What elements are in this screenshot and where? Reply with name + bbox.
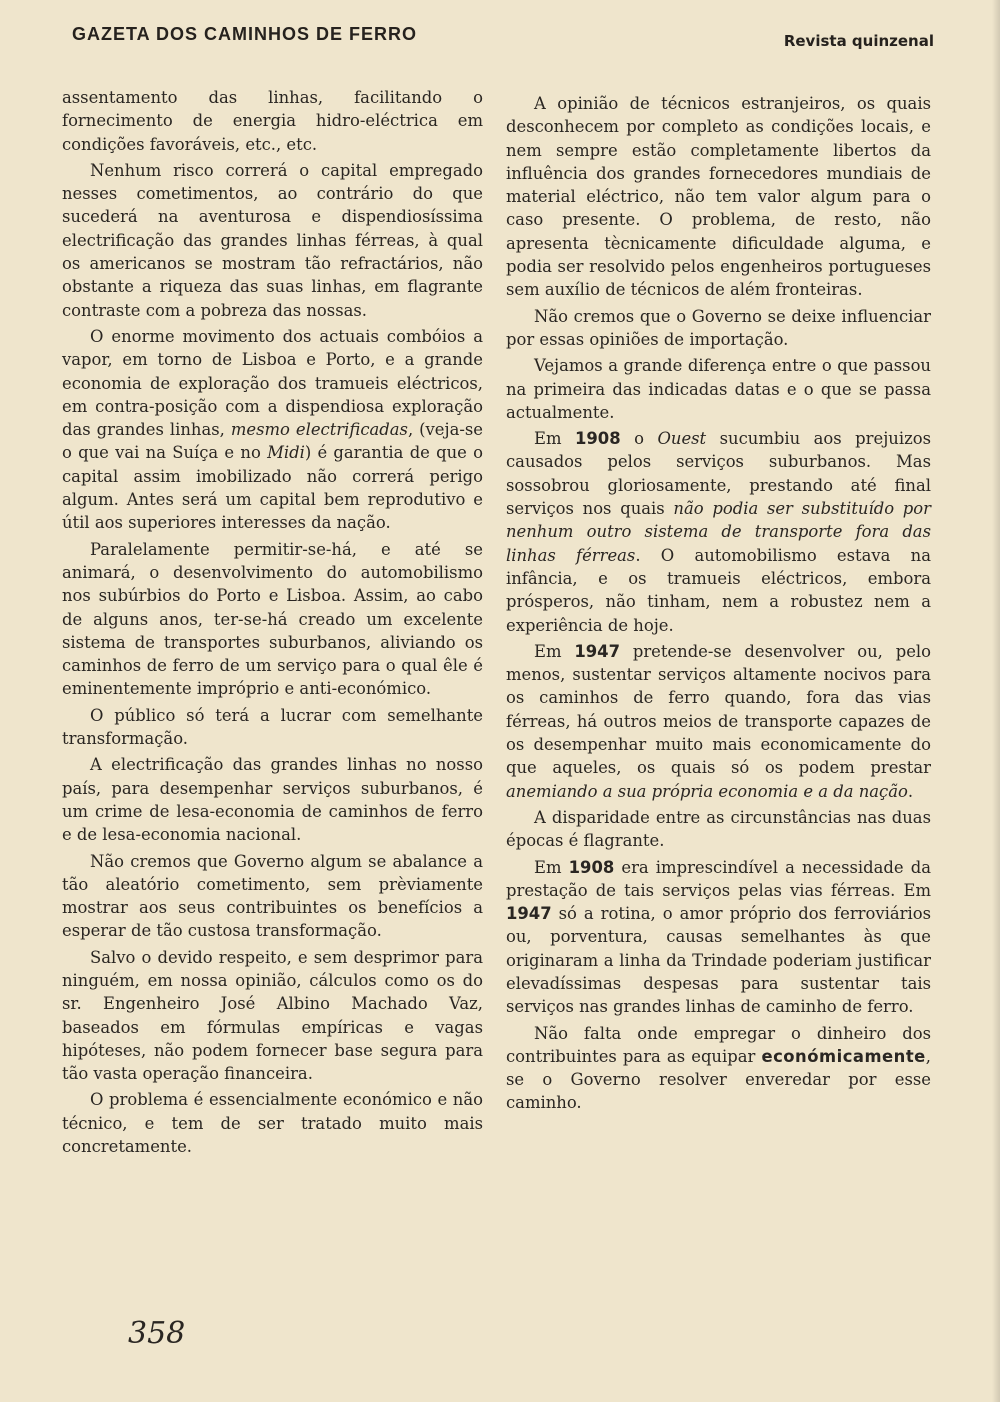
text-run: pretende-se desenvolver ou, pelo menos, sustentar serviços altamente nocivos para os caminhos de ferro quando, fora das vias férreas, há outros meios de transporte capazes de os desempenhar muito mais economicamente do que aqueles, os quais só os podem prestar	[506, 641, 932, 778]
year-text: 1947	[574, 641, 620, 661]
left-column	[62, 86, 483, 1161]
text-run: . O automobilismo estava na infância, e os tramueis eléctricos, embora prósperos, não tinham, nem a robustez nem a experiência de hoje.	[506, 545, 931, 635]
right-column	[506, 92, 931, 1118]
italic-text: Ouest	[657, 429, 707, 449]
paragraph	[506, 1022, 931, 1115]
paragraph: Não cremos que o Governo se deixe influenciar por essas opiniões de importação.	[506, 306, 931, 349]
paragraph: A disparidade entre as circunstâncias nas duas épocas é flagrante.	[506, 807, 931, 851]
text-run: sucumbiu aos prejuizos causados pelos serviços suburbanos. Mas sossobrou gloriosamente, prestando até final serviços nos quais	[506, 429, 932, 519]
paragraph: assentamento das linhas, facilitando o fornecimento de energia hidro-eléctrica em condições favoráveis, etc., etc.	[62, 88, 483, 154]
paragraph: Não cremos que Governo algum se abalance a tão aleatório cometimento, sem prèviamente mostrar aos seus contribuintes os benefícios a esperar de tão custosa transformação.	[62, 851, 483, 941]
year-text: 1947	[506, 904, 552, 924]
paragraph: Nenhum risco correrá o capital empregado nesses cometimentos, ao contrário do que sucederá na aventurosa e dispendiosíssima electrificação das grandes linhas férreas, à qual os americanos se mostram tão refractários, não obstante a riqueza das suas linhas, em flagrante contraste com a pobreza das nossas.	[62, 160, 483, 320]
paragraph: A opinião de técnicos estranjeiros, os quais desconhecem por completo as condições locais, e nem sempre estão completamente libertos da influência dos grandes fornecedores mundiais de material eléctrico, não tem valor algum para o caso presente. O problema, de resto, não apresenta tècnicamente dificuldade alguma, e podia ser resolvido pelos engenheiros portugueses sem auxílio de técnicos de além fronteiras.	[506, 94, 931, 300]
paragraph	[506, 640, 931, 803]
year-text: 1908	[575, 429, 621, 449]
italic-text: Midi	[267, 443, 305, 463]
italic-text: mesmo electrificadas	[230, 420, 408, 440]
text-run: o	[620, 429, 658, 449]
paragraph	[62, 325, 483, 535]
text-run: Em	[534, 429, 575, 449]
text-run: Não falta onde empregar o dinheiro dos contribuintes para as equipar	[506, 1023, 931, 1066]
page-edge-shadow	[992, 0, 1000, 1402]
paragraph: Salvo o devido respeito, e sem desprimor para ninguém, em nossa opinião, cálculos como os do sr. Engenheiro José Albino Machado Vaz, baseados em fórmulas empíricas e vagas hipóteses, não podem fornecer base segura para tão vasta operação financeira.	[62, 947, 483, 1084]
italic-text: anemiando a sua própria economia e a da nação	[506, 781, 908, 801]
text-run: .	[907, 781, 914, 801]
italic-text: não podia ser substituído por nenhum outro sistema de transporte fora das linhas férreas	[506, 499, 931, 565]
text-run: era imprescindível a necessidade da prestação de tais serviços pelas vias férreas. Em	[506, 857, 931, 900]
paragraph: Paralelamente permitir-se-há, e até se animará, o desenvolvimento do automobilismo nos subúrbios do Porto e Lisboa. Assim, ao cabo de alguns anos, ter-se-há creado um excelente sistema de transportes suburbanos, aliviando os caminhos de ferro de um serviço para o qual êle é eminentemente impróprio e anti-económico.	[62, 539, 483, 699]
text-run: , (veja-se o que vai na Suíça e no	[62, 420, 483, 463]
paragraph: O público só terá a lucrar com semelhante transformação.	[62, 705, 483, 749]
running-header-title: GAZETA DOS CAMINHOS DE FERRO	[72, 24, 418, 44]
text-run: só a rotina, o amor próprio dos ferroviários ou, porventura, causas semelhantes às que originaram a linha da Trindade poderiam justificar elevadíssimas despesas para sustentar tais serviços nas grandes linhas de caminho de ferro.	[506, 904, 931, 1017]
text-run: O enorme movimento dos actuais combóios a vapor, em torno de Lisboa e Porto, e a grande economia de exploração dos tramueis eléctricos, em contra-posição com a dispendiosa exploração das grandes linhas,	[62, 326, 483, 440]
text-run: Em	[534, 641, 575, 661]
paragraph: Vejamos a grande diferença entre o que passou na primeira das indicadas datas e o que se passa actualmente.	[506, 356, 931, 422]
page-number: 358	[128, 1316, 186, 1351]
text-run: , se o Governo resolver enveredar por esse caminho.	[506, 1046, 931, 1113]
text-run: Em	[534, 857, 569, 877]
paragraph: A electrificação das grandes linhas no nosso país, para desempenhar serviços suburbanos, é um crime de lesa-economia de caminhos de ferro e de lesa-economia nacional.	[62, 755, 483, 845]
paragraph: O problema é essencialmente económico e não técnico, e tem de ser tratado muito mais concretamente.	[62, 1090, 483, 1157]
bold-text: económicamente	[761, 1046, 926, 1066]
year-text: 1908	[568, 857, 615, 877]
text-run: ) é garantia de que o capital assim imobilizado não correrá perigo algum. Antes será um capital bem reprodutivo e útil aos superiores interesses da nação.	[62, 443, 483, 533]
paragraph	[506, 427, 931, 637]
paragraph	[506, 856, 931, 1019]
running-header-subtitle: Revista quinzenal	[783, 32, 934, 50]
